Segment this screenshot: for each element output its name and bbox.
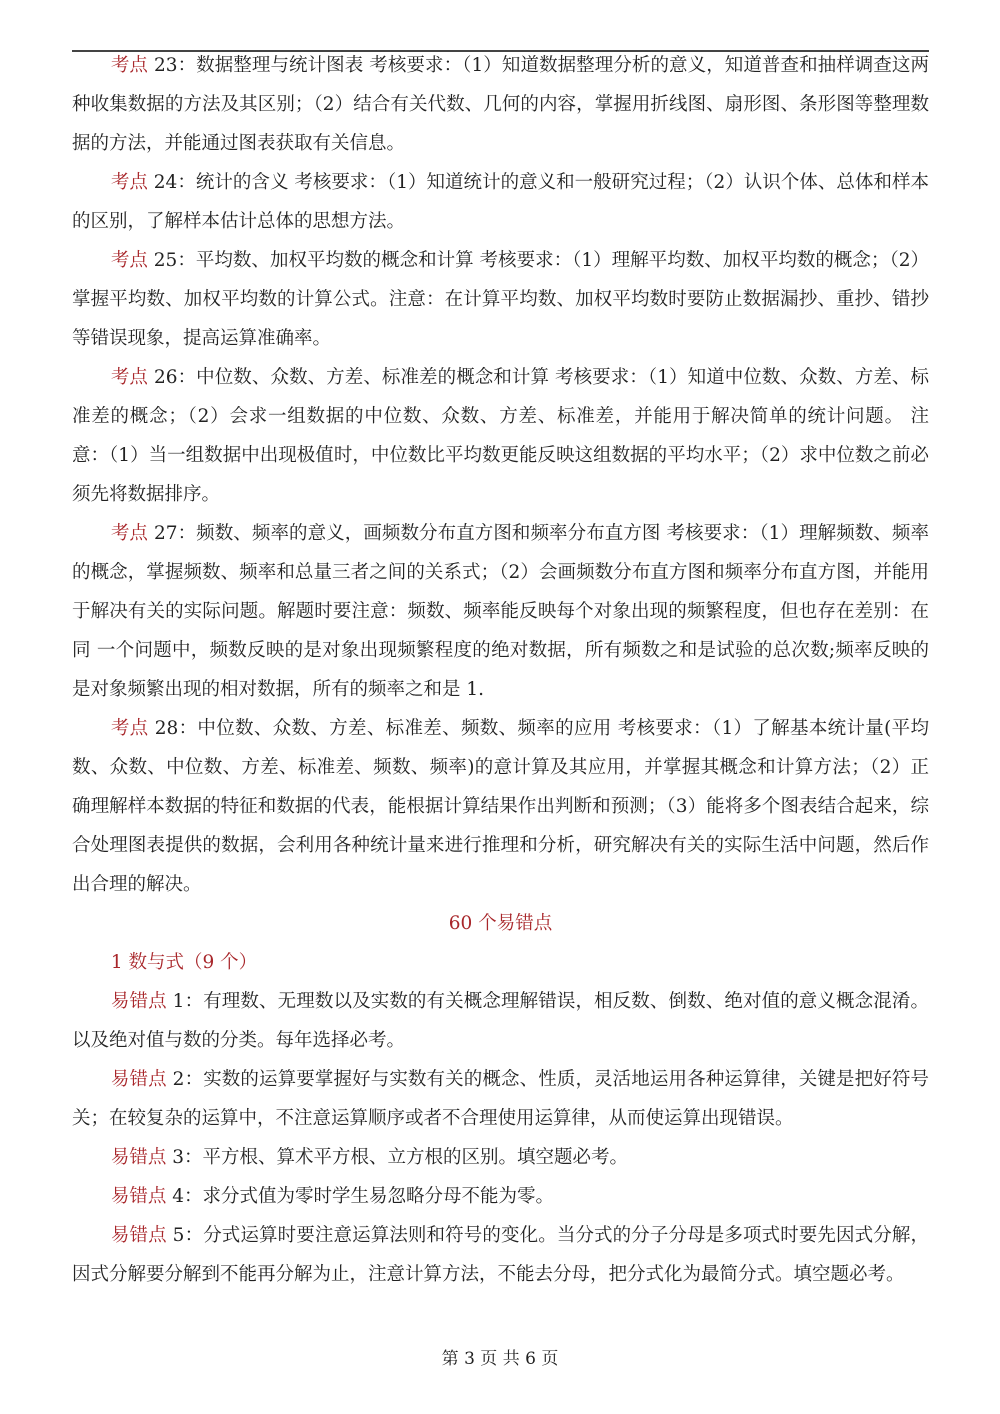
yicuodian-5 [72,1216,929,1294]
yicuodian-number: 4： [166,1186,203,1207]
yicuodian-4 [72,1177,929,1216]
kaodian-label: 考点 [110,172,148,193]
yicuodian-1 [72,982,929,1060]
kaodian-number: 23： [148,55,197,76]
yicuodian-text: 实数的运算要掌握好与实数有关的概念、性质，灵活地运用各种运算律，关键是把好符号关；在较复杂的运算中，不注意运算顺序或者不合理使用运算律，从而使运算出现错误。 [72,1069,929,1129]
kaodian-23 [72,46,929,163]
yicuodian-label: 易错点 [110,991,167,1012]
kaodian-text: 中位数、众数、方差、标准差的概念和计算 考核要求：（1）知道中位数、众数、方差、标准差的概念；（2）会求一组数据的中位数、众数、方差、标准差，并能用于解决简单的统计问题。 注意：（1）当一组数据中出现极值时，中位数比平均数更能反映这组数据的平均水平；（2）求中位数之前必须先将数据排序。 [72,367,930,505]
kaodian-number: 27： [148,523,197,544]
document-body [72,46,929,1294]
kaodian-text: 数据整理与统计图表 考核要求：（1）知道数据整理分析的意义，知道普查和抽样调查这两种收集数据的方法及其区别；（2）结合有关代数、几何的内容，掌握用折线图、扇形图、条形图等整理数据的方法，并能通过图表获取有关信息。 [72,55,930,154]
yicuodian-text: 有理数、无理数以及实数的有关概念理解错误，相反数、倒数、绝对值的意义概念混淆。以及绝对值与数的分类。每年选择必考。 [72,991,929,1051]
yicuodian-text: 求分式值为零时学生易忽略分母不能为零。 [202,1186,555,1207]
kaodian-text: 平均数、加权平均数的概念和计算 考核要求：（1）理解平均数、加权平均数的概念；（2）掌握平均数、加权平均数的计算公式。注意：在计算平均数、加权平均数时要防止数据漏抄、重抄、错抄等错误现象，提高运算准确率。 [72,250,929,349]
yicuodian-text: 平方根、算术平方根、立方根的区别。填空题必考。 [202,1147,629,1168]
kaodian-label: 考点 [110,367,148,388]
subsection-title: 1 数与式（9 个） [110,952,258,973]
page-footer: 第 3 页 共 6 页 [441,1349,559,1369]
kaodian-27 [72,514,929,709]
kaodian-label: 考点 [110,250,148,271]
yicuodian-3 [72,1138,929,1177]
yicuodian-number: 2： [166,1069,204,1090]
kaodian-text: 中位数、众数、方差、标准差、频数、频率的应用 考核要求：（1）了解基本统计量(平均数、众数、中位数、方差、标准差、频数、频率)的意计算及其应用，并掌握其概念和计算方法；（2）正确理解样本数据的特征和数据的代表，能根据计算结果作出判断和预测；（3）能将多个图表结合起来，综合处理图表提供的数据，会利用各种统计量来进行推理和分析，研究解决有关的实际生活中问题，然后作出合理的解决。 [72,718,930,895]
kaodian-number: 26： [148,367,197,388]
yicuodian-number: 1： [166,991,204,1012]
kaodian-text: 统计的含义 考核要求：（1）知道统计的意义和一般研究过程；（2）认识个体、总体和样本的区别，了解样本估计总体的思想方法。 [72,172,929,232]
yicuodian-label: 易错点 [110,1186,167,1207]
kaodian-25 [72,241,929,358]
yicuodian-label: 易错点 [110,1225,167,1246]
yicuodian-label: 易错点 [110,1069,167,1090]
kaodian-text: 频数、频率的意义，画频数分布直方图和频率分布直方图 考核要求：（1）理解频数、频率的概念，掌握频数、频率和总量三者之间的关系式；（2）会画频数分布直方图和频率分布直方图，并能用于解决有关的实际问题。解题时要注意：频数、频率能反映每个对象出现的频繁程度，但也存在差别：在同 一个问题中，频数反映的是对象出现频繁程度的绝对数据，所有频数之和是试验的总次数;频率反映的是对象频繁出现的相对数据，所有的频率之和是 1. [72,523,930,700]
yicuodian-text: 分式运算时要注意运算法则和符号的变化。当分式的分子分母是多项式时要先因式分解，因式分解要分解到不能再分解为止，注意计算方法，不能去分母，把分式化为最简分式。填空题必考。 [72,1225,929,1285]
yicuodian-number: 5： [166,1225,204,1246]
yicuodian-number: 3： [166,1147,203,1168]
kaodian-label: 考点 [110,523,148,544]
kaodian-28 [72,709,929,904]
kaodian-label: 考点 [110,718,149,739]
kaodian-26 [72,358,929,514]
kaodian-number: 24： [147,172,196,193]
kaodian-24 [72,163,929,241]
kaodian-number: 25： [147,250,196,271]
yicuodian-2 [72,1060,929,1138]
section-title: 60 个易错点 [448,913,553,934]
kaodian-number: 28： [148,718,198,739]
kaodian-label: 考点 [110,55,148,76]
yicuodian-label: 易错点 [110,1147,167,1168]
